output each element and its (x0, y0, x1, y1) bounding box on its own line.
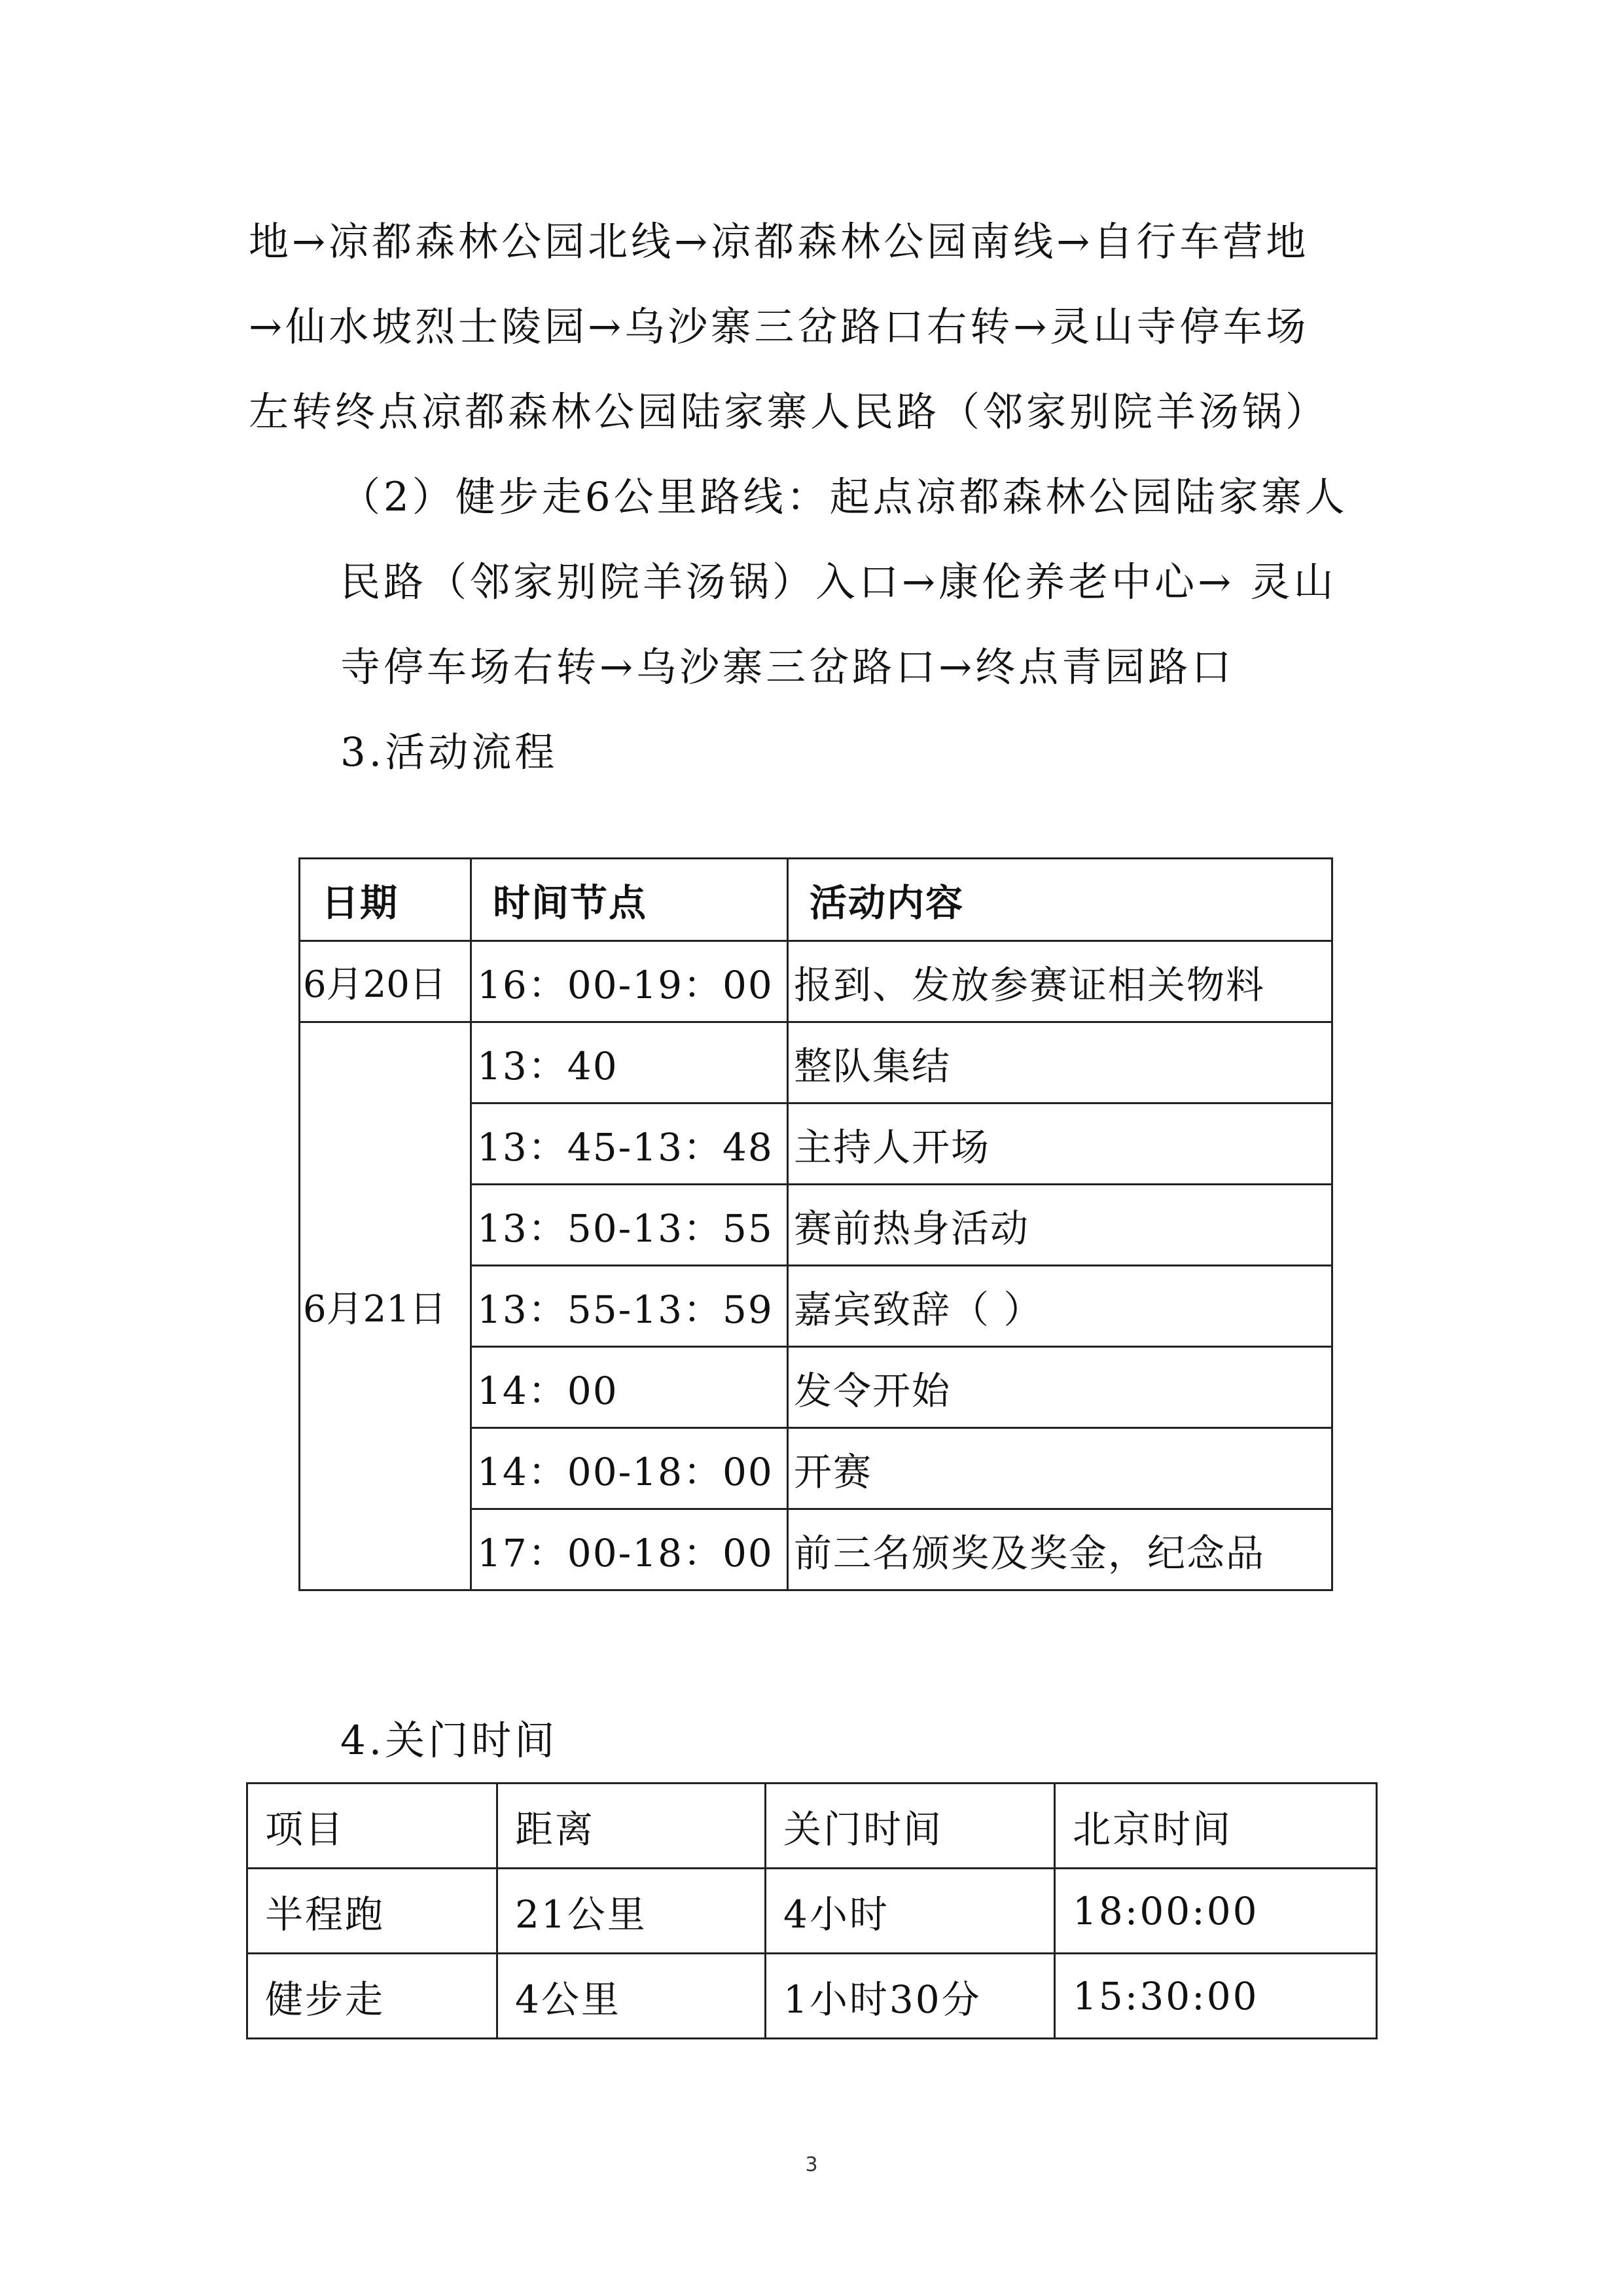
date-cell: 6月21日 (300, 1022, 471, 1590)
date-cell: 6月20日 (300, 941, 471, 1022)
schedule-table (298, 857, 1333, 1591)
walk-route-line-2: 民路（邻家别院羊汤锅）入口→康伦养老中心→ 灵山 (340, 559, 1337, 605)
time-cell: 14：00 (471, 1347, 788, 1428)
time-cell: 16：00-19：00 (471, 941, 788, 1022)
header-distance: 距离 (497, 1784, 766, 1869)
header-time: 时间节点 (471, 859, 788, 941)
time-cell: 13：40 (471, 1022, 788, 1103)
walk-route-line-1: （2）健步走6公里路线：起点凉都森林公园陆家寨人 (340, 474, 1348, 520)
header-date: 日期 (300, 859, 471, 941)
beijing-time-cell: 15:30:00 (1055, 1954, 1377, 2039)
time-cell: 13：50-13：55 (471, 1185, 788, 1266)
schedule-header-row (300, 859, 1332, 941)
content-cell: 开赛 (788, 1428, 1332, 1509)
time-cell: 17：00-18：00 (471, 1509, 788, 1590)
table-row (300, 1022, 1332, 1103)
page-number: 3 (805, 2153, 818, 2176)
table-row (247, 1869, 1377, 1954)
cutoff-time-cell: 1小时30分 (766, 1954, 1055, 2039)
distance-cell: 4公里 (497, 1954, 766, 2039)
route-line-3: 左转终点凉都森林公园陆家寨人民路（邻家别院羊汤锅） (249, 389, 1329, 435)
header-beijing-time: 北京时间 (1055, 1784, 1377, 1869)
section-heading-schedule: 3.活动流程 (340, 729, 558, 776)
route-line-2: →仙水坡烈士陵园→乌沙寨三岔路口右转→灵山寺停车场 (249, 304, 1310, 350)
walk-route-line-3: 寺停车场右转→乌沙寨三岔路口→终点青园路口 (340, 644, 1235, 691)
content-cell: 报到、发放参赛证相关物料 (788, 941, 1332, 1022)
content-cell: 主持人开场 (788, 1103, 1332, 1185)
cutoff-time-cell: 4小时 (766, 1869, 1055, 1954)
cutoff-header-row (247, 1784, 1377, 1869)
content-cell: 整队集结 (788, 1022, 1332, 1103)
header-cutoff-time: 关门时间 (766, 1784, 1055, 1869)
time-cell: 13：45-13：48 (471, 1103, 788, 1185)
content-cell: 嘉宾致辞（ ） (788, 1266, 1332, 1347)
header-event: 项目 (247, 1784, 497, 1869)
route-line-1: 地→凉都森林公园北线→凉都森林公园南线→自行车营地 (249, 219, 1310, 265)
table-row (247, 1954, 1377, 2039)
section-heading-cutoff: 4.关门时间 (340, 1717, 558, 1764)
content-cell: 赛前热身活动 (788, 1185, 1332, 1266)
content-cell: 前三名颁奖及奖金，纪念品 (788, 1509, 1332, 1590)
event-cell: 健步走 (247, 1954, 497, 2039)
cutoff-table (246, 1782, 1378, 2039)
distance-cell: 21公里 (497, 1869, 766, 1954)
event-cell: 半程跑 (247, 1869, 497, 1954)
content-cell: 发令开始 (788, 1347, 1332, 1428)
time-cell: 13：55-13：59 (471, 1266, 788, 1347)
beijing-time-cell: 18:00:00 (1055, 1869, 1377, 1954)
header-content: 活动内容 (788, 859, 1332, 941)
time-cell: 14：00-18：00 (471, 1428, 788, 1509)
table-row (300, 941, 1332, 1022)
